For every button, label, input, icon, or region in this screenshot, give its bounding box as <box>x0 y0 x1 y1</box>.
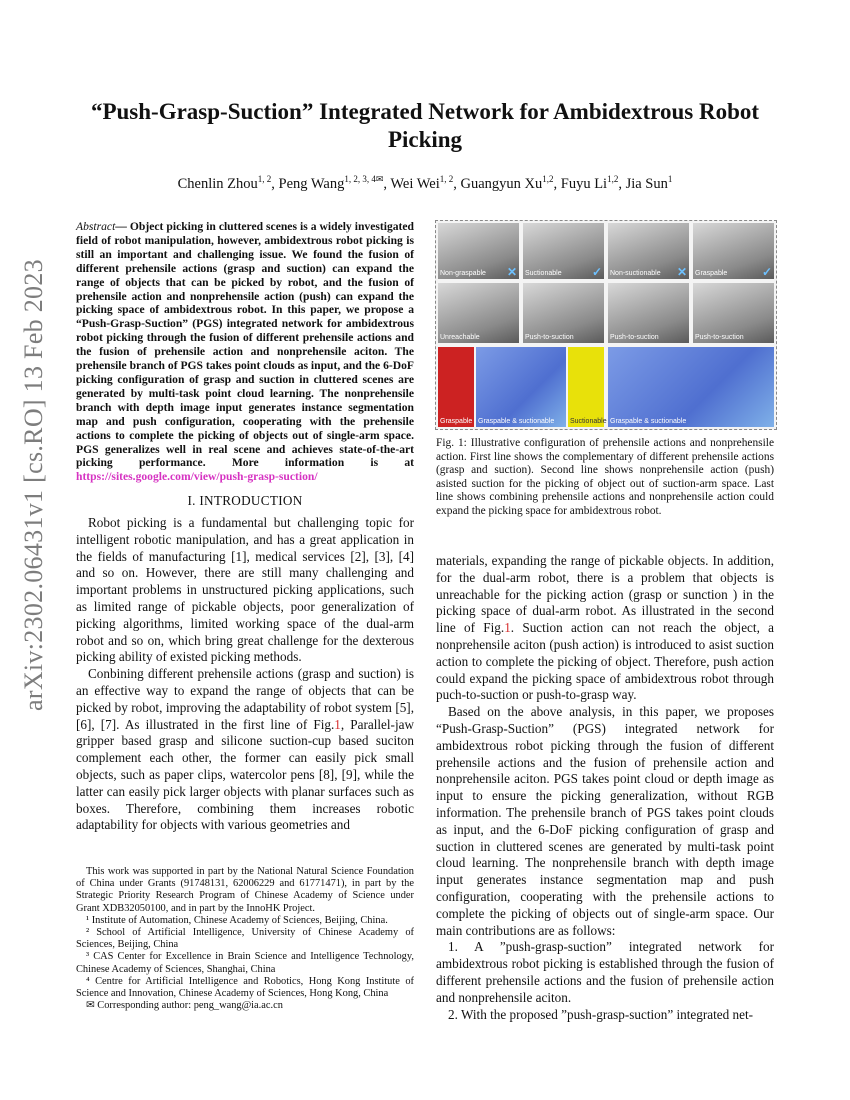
affiliation-mark: 1 <box>667 174 673 184</box>
funding-footnote: This work was supported in part by the National Natural Science Foundation of China under Grants (91748131, 62006229 and 61771471), in part by the Strategic Priority Research Program of Chinese Academy of Science under Grant XDB32050100, and in part by the InnoHK Project. <box>76 866 414 914</box>
affiliation-footnote-2: ² School of Artificial Intelligence, University of Chinese Academy of Sciences, Beijing, China <box>76 927 414 951</box>
paragraph-text: materials, expanding the range of pickable objects. In addition, for the dual-arm robot, there is a problem that objects is unreachable for the picking action (grasp or sunction ) in the picking space of dual-arm robot. As illustrated in the second line of Fig. <box>436 553 774 636</box>
project-link[interactable]: https://sites.google.com/view/push-grasp-suction/ <box>76 470 318 484</box>
author: Wei Wei <box>390 175 440 192</box>
section-heading-introduction: I. INTRODUCTION <box>187 493 303 509</box>
contribution-2: 2. With the proposed ”push-grasp-suction” integrated net- <box>448 1006 754 1022</box>
right-column <box>436 553 774 1023</box>
abstract-text: — Object picking in cluttered scenes is a widely investigated field of robot manipulation, however, ambidextrous robot picking is still an important and challenging issue. We found the fusion of different prehensile actions (grasp and suction) can expand the range of objects that can be picked by robot, and the fusion of prehensile action and nonprehensile action (push) can expand the picking space of ambidextrous robot. In this paper, we propose a “Push-Grasp-Suction” (PGS) integrated network for ambidextrous robot picking through the fusion of different prehensile actions and the fusion of prehensile action and nonprehensile aciton. The prehensile branch of PGS takes point clouds as input, and the 6-DoF picking configuration of grasp and suction in cluttered scenes are generated by multi-task point cloud learning. The nonprehensile branch with depth image input generates instance segmentation map and push configuration, cooperating with the prehensile actions to complete the picking of objects out of single-arm space. PGS generalizes well in real scene and achieves state-of-the-art picking performance. More information is at <box>76 220 414 470</box>
panel-label: Graspable <box>695 270 728 277</box>
figure-1 <box>435 220 777 430</box>
panel-label: Non-graspable <box>440 270 486 277</box>
figure-panel-graspable-suctionable-region <box>608 347 774 427</box>
author: Fuyu Li <box>560 175 608 192</box>
affiliation-mark: 1, 2 <box>257 174 272 184</box>
panel-label: Graspable & suctionable <box>610 418 687 425</box>
intro-paragraph-3: Based on the above analysis, in this paper, we proposes “Push-Grasp-Suction” (PGS) integrated network for ambidextrous robot picking through the fusion of different prehensile actions and the fusion of prehensile action and nonprehensile aciton. PGS takes point cloud or depth image as input to ensure the picking generalization, without RGB information. The prehensile branch of PGS takes point clouds as input, and the 6-DoF picking configuration of grasp and suction in cluttered scenes are generated by multi-task point cloud learning. The nonprehensile branch with depth image input generates instance segmentation map and push configuration, cooperating with the prehensile actions to complete the picking of objects out of single-arm space. Our main contributions are as follows: <box>436 704 774 938</box>
panel-label: Push-to-suction <box>610 334 659 341</box>
affiliation-footnote-1: ¹ Institute of Automation, Chinese Academy of Sciences, Beijing, China. <box>86 914 388 926</box>
paragraph-text: . Suction action can not reach the object, a nonprehensile aciton (push action) is introduced to asist suction action to complete the picking of object. Therefore, push action could expand the picking space of ambidextrous robot through puch-to-suction or push-to-grasp way. <box>436 620 774 703</box>
panel-label: Push-to-suction <box>695 334 744 341</box>
author: Peng Wang <box>278 175 345 192</box>
left-column <box>76 220 414 834</box>
cross-icon: ✕ <box>506 265 517 279</box>
panel-label: Push-to-suction <box>525 334 574 341</box>
author: Jia Sun <box>625 175 668 192</box>
paragraph-text: Conbining different prehensile actions (grasp and suction) is an effective way to expand the range of objects that can be picked by robot, improving the adaptability of robot system [5], [6], [7]. As illustrated in the first line of Fig. <box>76 666 414 732</box>
figure-reference-link[interactable]: 1 <box>504 620 511 636</box>
footnotes <box>76 866 414 1012</box>
figure-panel <box>523 283 604 343</box>
affiliation-footnote-3: ³ CAS Center for Excellence in Brain Science and Intelligence Technology, Chinese Academy of Sciences, Shanghai, China <box>76 951 414 975</box>
affiliation-mark: 1, 2 <box>439 174 454 184</box>
panel-label: Graspable <box>440 418 473 425</box>
check-icon: ✓ <box>591 265 602 279</box>
figure-panel <box>438 223 519 279</box>
panel-label: Graspable & suctionable <box>478 418 555 425</box>
figure-panel <box>523 223 604 279</box>
affiliation-footnote-4: ⁴ Centre for Artificial Intelligence and Robotics, Hong Kong Institute of Science and Innovation, Chinese Academy of Sciences, Hong Kong, China <box>76 975 414 1000</box>
author-list: Chenlin Zhou$^{1, 2}$, Peng Wang$^{1, 2, 3, 4✉}$, Wei Wei$^{1, 2}$, Guangyun Xu$^{1,2}$, Fuyu Li$^{1,2}$, Jia Sun$^1$ <box>177 174 673 192</box>
panel-label: Unreachable <box>440 334 480 341</box>
contribution-1: 1. A ”push-grasp-suction” integrated network for ambidextrous robot picking is established through the fusion of different prehensile actions and the fusion of prehensile action and nonprehensile aciton. <box>436 939 774 1005</box>
arxiv-sidebar <box>14 259 54 711</box>
intro-paragraph-continued <box>436 553 774 704</box>
author: Guangyun Xu <box>460 175 543 192</box>
panel-label: Non-suctionable <box>610 270 661 277</box>
panel-label: Suctionable <box>570 418 607 425</box>
affiliation-mark: 1,2 <box>607 174 619 184</box>
figure-panel <box>693 223 774 279</box>
author: Chenlin Zhou <box>177 175 258 192</box>
figure-panel-suctionable-region <box>568 347 607 427</box>
check-icon: ✓ <box>761 265 772 279</box>
figure-panel <box>608 283 689 343</box>
panel-label: Suctionable <box>525 270 562 277</box>
intro-paragraph-1: Robot picking is a fundamental but challenging topic for intelligent robotic manipulation, and has a great application in the fields of manufacturing [1], medical services [2], [3], [4] and so on. However, there are still many challenging and important problems in unstructured picking applications, such as limited range of pickable objects, poor generalization of picking algorithms, limited working space of the dual-arm robot and so on, which bring great challenge for the dexterous picking ability of existed picking methods. <box>76 515 414 665</box>
arxiv-identifier: arXiv:2302.06431v1 [cs.RO] 13 Feb 2023 <box>19 259 48 711</box>
paragraph-text: , Parallel-jaw gripper based grasp and silicone suction-cup based suciton complement each other, the former can easily pick small objects, such as paper clips, watercolor pens [8], [9], while the latter can easily pick larger objects with planar surfaces such as boxes. Therefore, combining them increases robotic adaptability for objects with various geometries and <box>76 716 414 833</box>
affiliation-mark: 1, 2, 3, 4✉ <box>344 174 384 184</box>
affiliation-mark: 1,2 <box>542 174 554 184</box>
abstract <box>76 220 414 484</box>
figure-panel <box>438 283 519 343</box>
figure-panel-graspable-suctionable-region <box>476 347 566 427</box>
figure-reference-link[interactable]: 1 <box>334 716 341 732</box>
cross-icon: ✕ <box>676 265 687 279</box>
paper-title: “Push-Grasp-Suction” Integrated Network for Ambidextrous Robot Picking <box>90 99 760 152</box>
figure-1-caption: Fig. 1: Illustrative configuration of prehensile actions and nonprehensile action. First line shows the complementary of different prehensile actions (grasp and suction). Second line shows nonprehensile action (push) asisted suction for the picking of object out of suction-arm space. Last line shows combining prehensile actions and nonprehensile action could expand the picking space for ambidextrous robot. <box>436 437 774 517</box>
figure-panel <box>608 223 689 279</box>
intro-paragraph-2 <box>76 666 414 834</box>
abstract-label: Abstract <box>76 220 116 233</box>
figure-panel <box>693 283 774 343</box>
figure-panel-graspable-region <box>438 347 474 427</box>
corresponding-author-footnote: ✉ Corresponding author: peng_wang@ia.ac.cn <box>86 1000 283 1012</box>
